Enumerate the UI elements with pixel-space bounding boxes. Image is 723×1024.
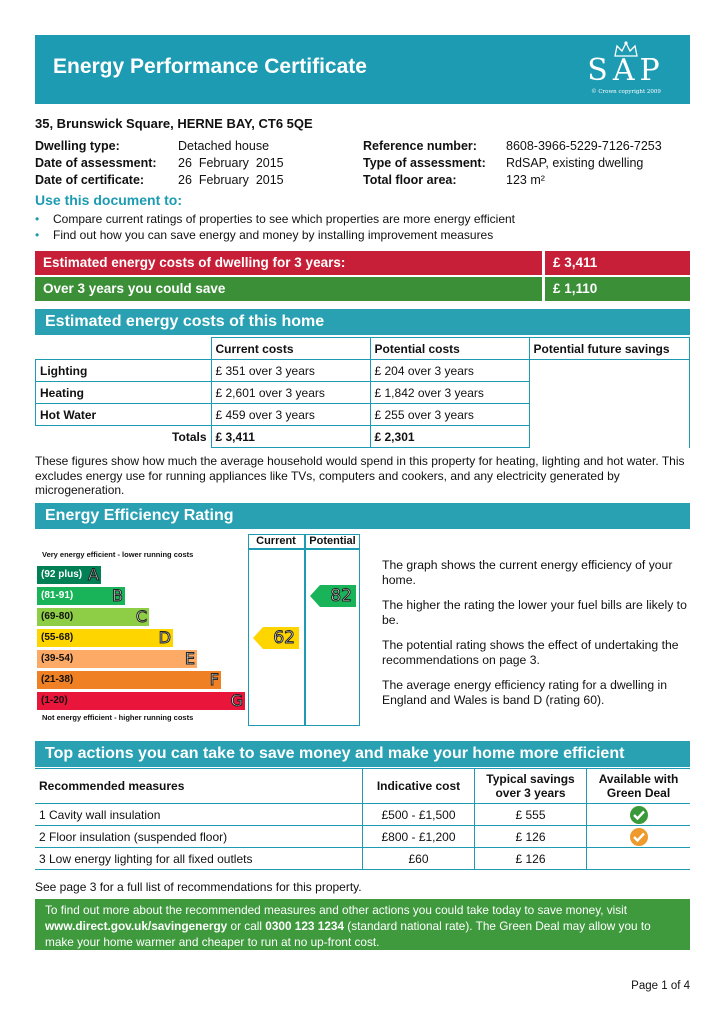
- green-deal-cell: [587, 804, 691, 826]
- description-paragraph: The average energy efficiency rating for a dwelling in England and Wales is band D (rating 60).: [382, 678, 667, 707]
- table-header: Potential costs: [370, 338, 529, 360]
- band-range: (69-80): [41, 611, 74, 622]
- potential-rating-value: 82: [330, 586, 352, 606]
- description-paragraph: The higher the rating the lower your fuel bills are likely to be.: [382, 598, 687, 627]
- list-item: • Find out how you can save energy and money by installing improvement measures: [35, 228, 494, 242]
- costs-section-heading: Estimated energy costs of this home: [35, 309, 690, 335]
- cost-cell: £800 - £1,200: [363, 826, 475, 848]
- band-range: (55-68): [41, 632, 74, 643]
- rating-band-e: [37, 650, 197, 668]
- dwelling-type-value: Detached house: [178, 139, 270, 153]
- property-address: 35, Brunswick Square, HERNE BAY, CT6 5QE: [35, 116, 313, 131]
- table-header-row: [36, 338, 690, 360]
- logo-copyright: © Crown copyright 2009: [591, 89, 661, 95]
- rating-band-b: [37, 587, 125, 605]
- date-assessment-value: 26 February 2015: [178, 156, 284, 170]
- table-header: Indicative cost: [363, 769, 475, 804]
- table-row: [35, 848, 690, 870]
- table-header: Available with Green Deal: [587, 769, 691, 804]
- estimated-cost-value: £ 3,411: [545, 251, 690, 275]
- rating-band-c: [37, 608, 149, 626]
- band-letter: C: [135, 607, 147, 626]
- sap-logo: [580, 41, 672, 99]
- table-row: [35, 804, 690, 826]
- column-divider: [304, 534, 306, 726]
- floor-area-label: Total floor area:: [363, 173, 457, 187]
- current-rating-value: 62: [273, 628, 295, 648]
- type-assessment-label: Type of assessment:: [363, 156, 486, 170]
- estimated-cost-bar: [35, 251, 690, 275]
- savings-bar: [35, 277, 690, 301]
- phone-number: 0300 123 1234: [265, 919, 345, 933]
- estimated-cost-label: Estimated energy costs of dwelling for 3 years:: [35, 251, 542, 275]
- table-cell: £ 204 over 3 years: [370, 360, 529, 382]
- total-current: £ 3,411: [211, 426, 370, 448]
- totals-label: Totals: [36, 426, 212, 448]
- column-header-divider: [248, 548, 360, 550]
- reference-label: Reference number:: [363, 139, 477, 153]
- row-label: Lighting: [36, 360, 212, 382]
- band-range: (39-54): [41, 653, 74, 664]
- use-doc-heading: Use this document to:: [35, 192, 183, 208]
- table-cell: £ 2,601 over 3 years: [211, 382, 370, 404]
- inefficient-label: Not energy efficient - higher running costs: [42, 713, 194, 722]
- table-cell: £ 459 over 3 years: [211, 404, 370, 426]
- potential-rating-arrow: [310, 585, 356, 607]
- measure-cell: 1 Cavity wall insulation: [35, 804, 363, 826]
- band-letter: D: [158, 628, 171, 647]
- check-circle-icon: [629, 827, 649, 847]
- table-header: Potential future savings: [529, 338, 690, 360]
- description-paragraph: The potential rating shows the effect of undertaking the recommendations on page 3.: [382, 638, 679, 667]
- date-assessment-label: Date of assessment:: [35, 156, 157, 170]
- band-letter: G: [230, 691, 243, 710]
- reference-value: 8608-3966-5229-7126-7253: [506, 139, 662, 153]
- band-range: (1-20): [41, 695, 68, 706]
- date-certificate-value: 26 February 2015: [178, 173, 284, 187]
- table-cell: £ 255 over 3 years: [370, 404, 529, 426]
- total-potential: £ 2,301: [370, 426, 529, 448]
- actions-table: [35, 768, 690, 870]
- list-item: • Compare current ratings of properties to see which properties are more energy efficient: [35, 212, 516, 226]
- bullet-icon: •: [35, 228, 40, 242]
- bullet-icon: •: [35, 212, 40, 226]
- costs-table: [35, 337, 690, 448]
- page-number: Page 1 of 4: [631, 980, 690, 992]
- page-title: Energy Performance Certificate: [53, 55, 367, 78]
- floor-area-value: 123 m²: [506, 173, 545, 187]
- costs-note: These figures show how much the average household would spend in this property for heating, lighting and hot water. This excludes energy use for running appliances like TVs, computers and cookers, and any electricity generated by microgeneration.: [35, 454, 685, 497]
- saving-cell: £ 126: [475, 826, 587, 848]
- band-letter: E: [184, 649, 195, 668]
- efficiency-heading: Energy Efficiency Rating: [35, 503, 690, 529]
- table-header: Typical savings over 3 years: [475, 769, 587, 804]
- table-header: Recommended measures: [35, 769, 363, 804]
- column-potential-label: Potential: [309, 535, 356, 547]
- band-range: (92 plus): [41, 569, 83, 580]
- efficient-label: Very energy efficient - lower running costs: [42, 550, 194, 559]
- efficiency-description: [382, 558, 692, 718]
- type-assessment-value: RdSAP, existing dwelling: [506, 156, 644, 170]
- band-range: (81-91): [41, 590, 74, 601]
- rating-band-a: [37, 566, 101, 584]
- saving-cell: £ 126: [475, 848, 587, 870]
- dwelling-type-label: Dwelling type:: [35, 139, 120, 153]
- table-row: [35, 826, 690, 848]
- date-certificate-label: Date of certificate:: [35, 173, 145, 187]
- table-row: [36, 360, 690, 382]
- rating-band-g: [37, 692, 245, 710]
- savings-value: £ 1,110: [545, 277, 690, 301]
- table-header: [36, 338, 212, 360]
- band-letter: F: [209, 670, 219, 689]
- band-letter: A: [88, 565, 99, 584]
- green-deal-cell: [587, 848, 691, 870]
- current-rating-arrow: [253, 627, 299, 649]
- measure-cell: 3 Low energy lighting for all fixed outlets: [35, 848, 363, 870]
- row-label: Heating: [36, 382, 212, 404]
- table-cell: £ 351 over 3 years: [211, 360, 370, 382]
- band-range: (21-38): [41, 674, 74, 685]
- rating-band-d: [37, 629, 173, 647]
- rating-band-f: [37, 671, 221, 689]
- table-header-row: [35, 769, 690, 804]
- measure-cell: 2 Floor insulation (suspended floor): [35, 826, 363, 848]
- see-page-note: See page 3 for a full list of recommendations for this property.: [35, 880, 362, 894]
- column-current-label: Current: [256, 535, 296, 547]
- header-banner: [35, 35, 690, 104]
- savingenergy-link[interactable]: www.direct.gov.uk/savingenergy: [45, 919, 228, 933]
- cost-cell: £500 - £1,500: [363, 804, 475, 826]
- band-letter: B: [112, 586, 123, 605]
- saving-cell: £ 555: [475, 804, 587, 826]
- description-paragraph: The graph shows the current energy efficiency of your home.: [382, 558, 673, 587]
- table-cell: £ 1,842 over 3 years: [370, 382, 529, 404]
- green-deal-info: To find out more about the recommended measures and other actions you could take today to save money, visit www.direct.gov.uk/savingenergy or call 0300 123 1234 (standard national rate). The Green Deal may allow you to make your home warmer and cheaper to run at no up-front cost.: [35, 899, 690, 950]
- actions-heading: Top actions you can take to save money and make your home more efficient: [35, 741, 690, 767]
- savings-label: Over 3 years you could save: [35, 277, 542, 301]
- savings-cell: [529, 360, 690, 448]
- row-label: Hot Water: [36, 404, 212, 426]
- check-circle-icon: [629, 805, 649, 825]
- sap-logo-text: SAP: [587, 53, 665, 88]
- cost-cell: £60: [363, 848, 475, 870]
- table-header: Current costs: [211, 338, 370, 360]
- green-deal-cell: [587, 826, 691, 848]
